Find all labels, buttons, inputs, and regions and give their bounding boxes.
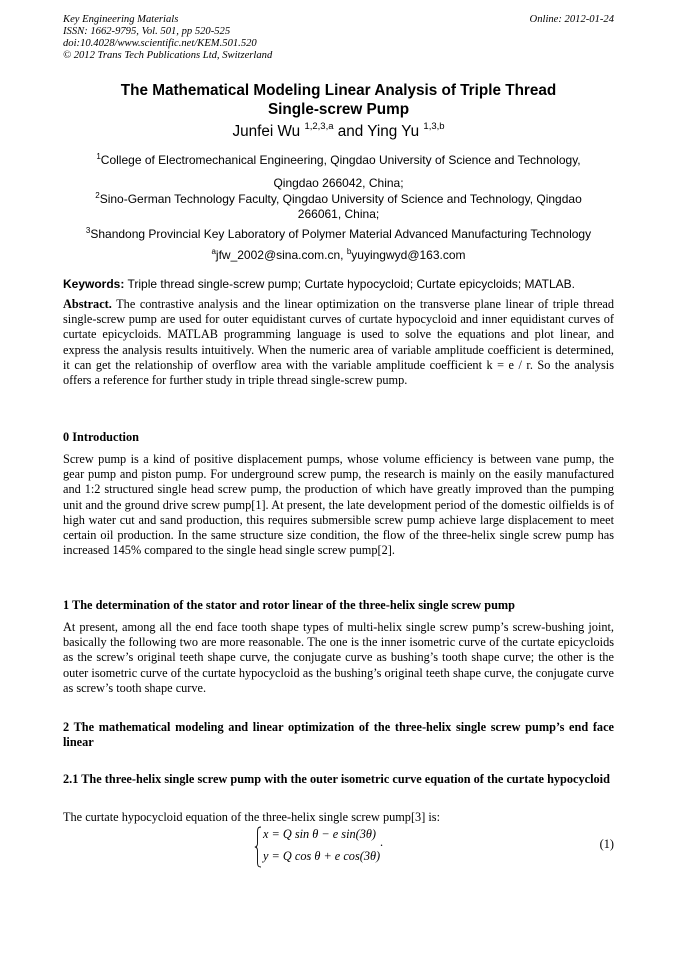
affiliation-1-line-1: College of Electromechanical Engineering, Qingdao University of Science and Technology,	[100, 153, 581, 167]
email-b-marker: b	[346, 247, 352, 256]
affiliation-1	[63, 149, 614, 195]
author-list	[63, 122, 614, 142]
abstract	[63, 297, 614, 388]
affiliation-2	[63, 192, 614, 221]
author-1: Junfei Wu	[232, 123, 301, 140]
equation-line-1: x = Q sin θ − e sin(3θ)	[263, 827, 377, 841]
keywords-text: Triple thread single-screw pump; Curtate hypocycloid; Curtate epicycloids; MATLAB.	[127, 277, 575, 291]
keywords	[63, 276, 614, 292]
affiliation-3-text: Shandong Provincial Key Laboratory of Polymer Material Advanced Manufacturing Technology	[90, 227, 592, 241]
section-1-heading: 1 The determination of the stator and rotor linear of the three-helix single screw pump	[63, 598, 516, 612]
affiliation-3	[63, 227, 614, 242]
abstract-text: The contrastive analysis and the linear optimization on the transverse plane linear of triple thread single-screw pump are used for outer equidistant curves of curtate hypocycloid and inner equidistant curves of curtate epicycloids. MATLAB programming language is used to solve the equations and plot linear, and express the analysis results intuitively. When the numeric area of variable amplitude coefficient is determined, it can get the relationship of overflow area with the variable amplitude coefficient k = e / r. So the analysis offers a reference for further study in triple thread single-screw pump.	[63, 297, 615, 388]
section-2-1-heading: 2.1 The three-helix single screw pump with the outer isometric curve equation of the curtate hypocycloid	[63, 772, 610, 786]
intro-paragraph: Screw pump is a kind of positive displacement pumps, whose volume efficiency is between vane pump, the gear pump and piston pump. For underground screw pump, the research is mainly on the easily manufactured and 1:2 structured single head screw pump, the production of which have greatly improved than the pumping unit and the ground drive screw pump[1]. At present, the late development period of the domestic oilfields is of high water cut and sand production, this requires submersible screw pump achieve large displacement to meet certain oil production. In the same structure size condition, the flow of the three-helix single screw pump has increased 145% compared to the single head single screw pump[2].	[63, 452, 614, 558]
journal-copyright: © 2012 Trans Tech Publications Ltd, Switzerland	[63, 50, 273, 61]
equation-line-2: y = Q cos θ + e cos(3θ)	[263, 849, 381, 863]
affiliation-2-marker: 2	[95, 191, 100, 200]
author-1-affil: 1,2,3,a	[304, 121, 334, 132]
title-line-1: The Mathematical Modeling Linear Analysis of Triple Thread	[120, 82, 557, 99]
equation-intro: The curtate hypocycloid equation of the three-helix single screw pump[3] is:	[63, 810, 440, 824]
affiliation-3-marker: 3	[85, 226, 91, 235]
section-1-paragraph: At present, among all the end face tooth shape types of multi-helix single screw pump’s screw-bushing joint, basically the following two are more reasonable. The one is the inner isometric curve of the curtate epicycloids as the screw’s original teeth shape curve, the conjugate curve as bushing’s tooth shape curve; the other is the outer isometric curve of the curtate hypocycloid as the bushing’s original teeth shape curve, the conjugate curve as screw’s tooth shape curve.	[63, 620, 614, 695]
journal-name: Key Engineering Materials	[63, 14, 179, 25]
equation-period: .	[380, 835, 384, 849]
author-emails	[63, 248, 614, 263]
paper-title	[63, 81, 614, 119]
equation-number: (1)	[599, 837, 614, 851]
affiliation-2-line-2: 266061, China;	[297, 206, 380, 221]
author-2: Ying Yu	[367, 123, 420, 140]
left-brace-icon	[254, 826, 262, 868]
title-line-2: Single-screw Pump	[267, 101, 410, 118]
journal-issn: ISSN: 1662-9795, Vol. 501, pp 520-525	[63, 26, 231, 37]
intro-heading: 0 Introduction	[63, 430, 139, 444]
affiliation-1-line-2: Qingdao 266042, China;	[273, 176, 404, 190]
affiliation-1-marker: 1	[96, 152, 101, 161]
online-date: Online: 2012-01-24	[529, 14, 614, 25]
journal-header	[63, 14, 393, 62]
email-a-marker: a	[211, 247, 216, 256]
abstract-label: Abstract.	[63, 297, 112, 311]
affiliation-2-line-1: Sino-German Technology Faculty, Qingdao University of Science and Technology, Qingdao	[99, 192, 582, 206]
author-2-affil: 1,3,b	[423, 121, 445, 132]
email-a-link[interactable]: jfw_2002@sina.com.cn,	[215, 248, 344, 262]
email-b-link[interactable]: yuyingwyd@163.com	[351, 248, 466, 262]
journal-doi: doi:10.4028/www.scientific.net/KEM.501.520	[63, 38, 257, 49]
equation-1	[254, 826, 404, 868]
section-2-heading: 2 The mathematical modeling and linear optimization of the three-helix single screw pump’s end face linear	[63, 720, 614, 750]
keywords-label: Keywords:	[63, 277, 125, 291]
author-and: and	[337, 123, 364, 140]
